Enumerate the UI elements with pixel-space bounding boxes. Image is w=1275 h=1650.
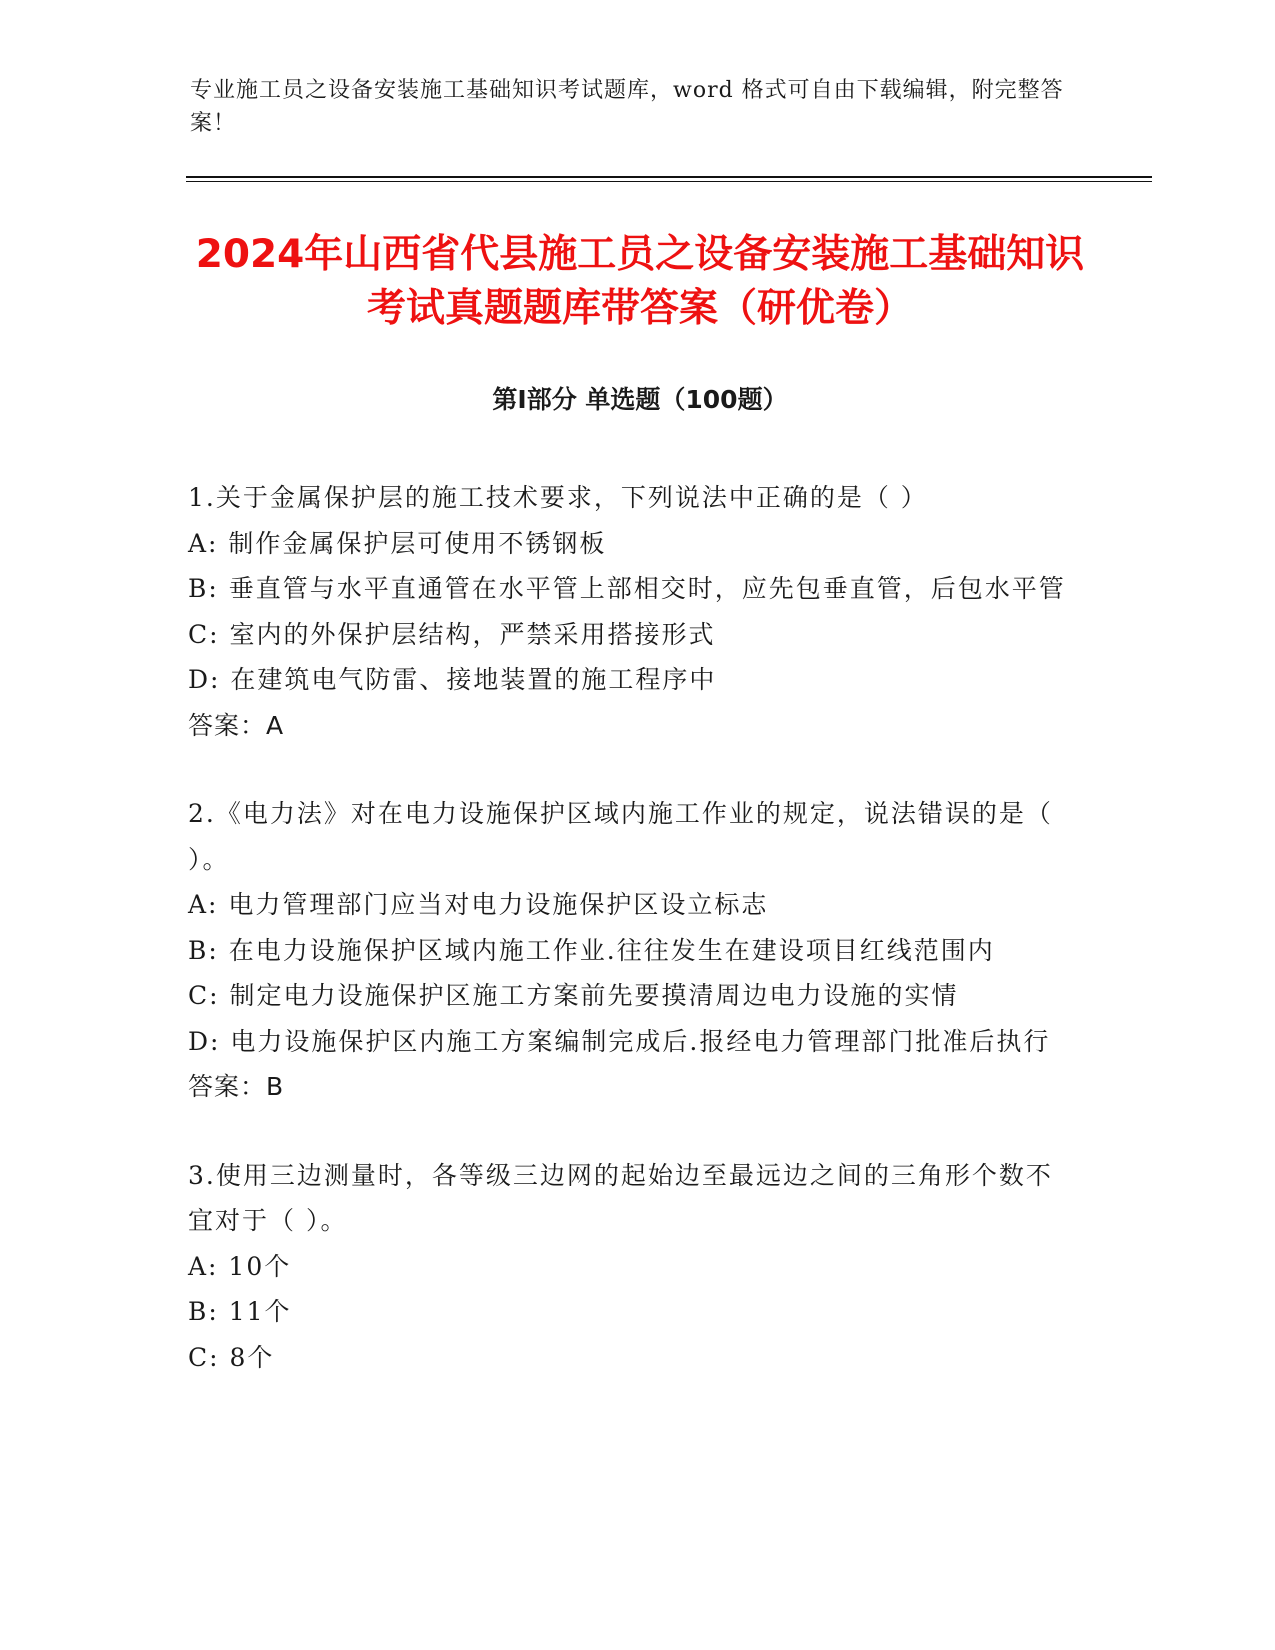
section-title: 第I部分 单选题（100题） — [492, 385, 788, 414]
option-c: C: 制定电力设施保护区施工方案前先要摸清周边电力设施的实情 — [188, 981, 959, 1010]
option-b: B: 在电力设施保护区域内施工作业.往往发生在建设项目红线范围内 — [188, 935, 995, 965]
question-2 — [188, 791, 1068, 1110]
option-d: D: 在建筑电气防雷、接地装置的施工程序中 — [188, 665, 717, 694]
header-note: 专业施工员之设备安装施工基础知识考试题库，word 格式可自由下载编辑，附完整答案！ — [190, 78, 1064, 136]
answer: 答案：B — [188, 1072, 285, 1101]
option-c: C: 室内的外保护层结构，严禁采用搭接形式 — [188, 619, 716, 649]
question-stem: 3.使用三边测量时，各等级三边网的起始边至最远边之间的三角形个数不宜对于（ ）。 — [188, 1160, 1053, 1235]
document-title: 2024年山西省代县施工员之设备安装施工基础知识考试真题题库带答案（研优卷） — [195, 232, 1085, 331]
option-a: A: 电力管理部门应当对电力设施保护区设立标志 — [188, 890, 769, 919]
question-1 — [188, 475, 1068, 748]
option-a: A: 10个 — [188, 1251, 292, 1281]
question-stem: 1.关于金属保护层的施工技术要求，下列说法中正确的是（ ） — [188, 483, 928, 512]
question-stem: 2.《电力法》对在电力设施保护区域内施工作业的规定，说法错误的是（ ）。 — [188, 799, 1053, 874]
question-3 — [188, 1153, 1068, 1381]
option-d: D: 电力设施保护区内施工方案编制完成后.报经电力管理部门批准后执行 — [188, 1026, 1051, 1056]
option-b: B: 11个 — [188, 1297, 292, 1326]
option-c: C: 8个 — [188, 1342, 275, 1372]
header-rule-thick — [186, 176, 1152, 178]
question-list — [188, 475, 1068, 1423]
header-rule-thin — [186, 181, 1152, 182]
option-b: B: 垂直管与水平直通管在水平管上部相交时，应先包垂直管，后包水平管 — [188, 574, 1066, 603]
option-a: A: 制作金属保护层可使用不锈钢板 — [188, 528, 607, 558]
answer: 答案：A — [188, 710, 285, 740]
